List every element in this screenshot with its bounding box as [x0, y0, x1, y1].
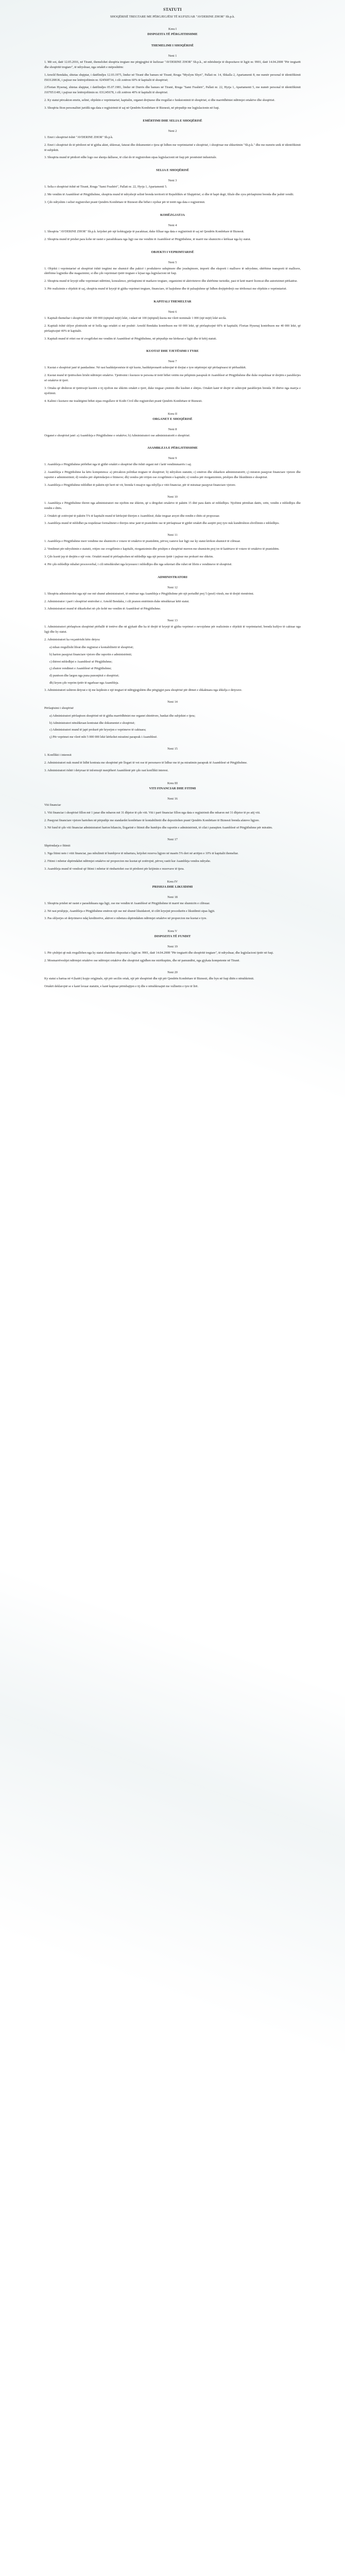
paragraph: 1.Arnold Bendaku, shtetas shqiptar, i datëlindjes 12.03.1975, lindur në Tiranë dhe banues në Tiranë, Rruga "Myslym Shyri", Pallati nr. 14, Shkalla 2, Apartamenti 8, me numër personal të identifikimit I50312081K, i pajisur me letërnjoftimin nr. 024568734, i cili zotëron 60% të kapitalit të shoqërisë; [44, 73, 301, 82]
article-number: Neni 12 [167, 585, 178, 589]
section-heading: SELIA E SHOQËRISË [156, 168, 189, 173]
article-number: Neni 11 [167, 533, 178, 537]
paragraph: 3. Kapitali mund të rritet ose të zvogëlohet me vendim të Asamblesë së Përgjithshme, në përputhje me kërkesat e ligjit dhe të këtij statuti. [44, 337, 217, 341]
paragraph: 2. Shoqëria mund të prishet para kohe në rastet e parashikuara nga ligji ose me vendim të Asamblesë së Përgjithshme, të marrë me shumicën e kërkuar nga ky statut. [44, 238, 251, 241]
paragraph: Viti financiar [44, 803, 61, 807]
article-number: Neni 18 [167, 895, 178, 899]
paragraph: 2. Vendimet për ndryshimin e statutit, rritjen ose zvogëlimin e kapitalit, riorganizimin dhe prishjen e shoqërisë merren me shumicën prej tre të katërtave të votave të ortakëve të pranishëm. [44, 548, 280, 551]
article-number: Neni 3 [168, 179, 177, 183]
paragraph: 2. Administratori ka veçanërisht këto detyra: [44, 638, 100, 642]
chapter-title: VITI FINANCIAR DHE FITIMI [149, 786, 196, 790]
document-subtitle: SHOQËRISË TREGTARE ME PËRGJEGJËSI TË KUFIZUAR "AVDERINE ZHOR" Sh.p.k. [110, 15, 235, 19]
chapter-title: PRISHJA DHE LIKUIDIMI [152, 885, 193, 889]
paragraph: 1. Konflikti i interesit [44, 754, 72, 757]
paragraph: Ky statut u hartua në 4 (katër) kopje origjinale, një për secilin ortak, një për shoqërinë dhe një për Qendrën Kombëtare të Biznesit, dhe hyn në fuqi ditën e nënshkrimit. [44, 977, 254, 980]
paragraph: Përfaqësimi i shoqërisë [44, 706, 74, 710]
paragraph: 2. Kapitali është shlyer plotësisht në të holla nga ortakët si më poshtë: Arnold Bendaku kontribuon me 60 000 lekë, që përfaqësojnë 60% të kapitalit; Florian Hysenaj kontribuon me 40 000 lekë, që përfaqësojnë 40% të kapitalit. [44, 324, 301, 333]
paragraph: 3. Pas shlyerjes së detyrimeve ndaj kreditorëve, aktivet e mbetura shpërndahen ndërmjet ortakëve në proporcion me kuotat e tyre. [44, 917, 207, 921]
paragraph: 2. Në rast prishjeje, Asambleja e Përgjithshme emëron një ose më shumë likuidatorë, të cilët kryejnë procedurën e likuidimit sipas ligjit. [44, 909, 215, 913]
paragraph: 3. Asambleja e Përgjithshme mblidhet të paktën një herë në vit, brenda 6 muajve nga mbyllja e vitit financiar, për të miratuar pasqyrat financiare vjetore. [44, 484, 236, 487]
section-heading: OBJEKTI I VEPRIMTARISË [151, 250, 194, 254]
paragraph: 2. Administrator i parë i shoqërisë emërohet z. Arnold Bendaku, i cili pranon emërimin duke nënshkruar këtë statut. [44, 600, 189, 603]
list-item: dh) kryen çdo veprim tjetër të ngarkuar nga Asambleja. [49, 682, 119, 685]
paragraph: 1. Objekti i veprimtarisë së shoqërisë është tregtimi me shumicë dhe pakicë i produkteve ushqimore dhe joushqimore, importi dhe eksporti i mallrave të ndryshme, shërbime transporti të mallrave, shërbime logjistike dhe magazinimi, si dhe çdo veprimtari tjetër tregtare e lejuar nga legjislacioni në fuqi. [44, 267, 301, 276]
list-item: ç) zbaton vendimet e Asamblesë së Përgjithshme; [49, 667, 112, 671]
paragraph: 1. Asambleja e Përgjithshme përbëhet nga të gjithë ortakët e shoqërisë dhe është organi më i lartë vendimmarrës i saj. [44, 463, 192, 467]
paragraph: 3. Asambleja mund të mblidhet pa respektuar formalitetet e thirrjes nëse janë të pranishëm ose të përfaqësuar të gjithë ortakët dhe asnjëri prej tyre nuk kundërshton zhvillimin e mbledhjes. [44, 522, 280, 526]
paragraph: 4. Kalimi i kuotave me trashëgimi bëhet sipas rregullave të Kodit Civil dhe regjistrohet pranë Qendrës Kombëtare të Biznesit. [44, 399, 202, 403]
list-item: a) Administratori përfaqëson shoqërinë në të gjitha marrëdhëniet me organet shtetërore, bankat dhe subjektet e tjera; [49, 714, 196, 718]
paragraph: 3. Administratori është i detyruar të informojë menjëherë Asamblenë për çdo rast konflikti interesi. [44, 769, 169, 772]
article-number: Neni 15 [167, 747, 178, 751]
section-heading: KUOTAT DHE TJETËSIMI I TYRE [146, 349, 199, 353]
paragraph: 1. Asambleja e Përgjithshme merr vendime me shumicën e votave të ortakëve të pranishëm, përveç rasteve kur ligji ose ky statut kërkon shumicë të cilësuar. [44, 540, 241, 544]
article-number: Neni 6 [168, 310, 177, 314]
paragraph: 1. Asambleja e Përgjithshme thirret nga administratori me njoftim me shkrim, që u dërgohet ortakëve të paktën 15 ditë para datës së mbledhjes. Njoftimi përmban datën, orën, vendin e mbledhjes dhe rendin e ditës. [44, 501, 301, 510]
paragraph: Ortakët deklarojnë se e kanë lexuar statutin, e kanë kuptuar përmbajtjen e tij dhe e nënshkruajnë me vullnetin e tyre të lirë. [44, 985, 198, 988]
article-number: Neni 10 [167, 495, 178, 499]
article-number: Neni 7 [168, 360, 177, 364]
article-number: Neni 20 [167, 970, 178, 974]
list-item: c) thërret mbledhjet e Asamblesë së Përgjithshme; [49, 660, 113, 664]
paragraph: 1. Emri i shoqërisë është "AVDERINE ZHOR" Sh.p.k. [44, 135, 113, 139]
list-item: a) mban rregullisht librat dhe regjistrat e kontabilitetit të shoqërisë; [49, 646, 134, 649]
paragraph: 1. Nga fitimi neto i vitit financiar, pas mbulimit të humbjeve të mbartura, krijohet rezerva ligjore në masën 5% deri në arritjen e 10% të kapitalit themeltar. [44, 852, 239, 856]
article-number: Neni 1 [168, 54, 177, 58]
list-item: b) harton pasqyrat financiare vjetore dhe raportin e administrimit; [49, 653, 132, 656]
paragraph: 4. Për çdo mbledhje mbahet procesverbal, i cili nënshkruhet nga kryesuesi i mbledhjes dhe nga sekretari dhe ruhet në librin e vendimeve të shoqërisë. [44, 563, 232, 566]
paragraph: 1. Kapitali themeltar i shoqërisë është 100 000 (njëqind mijë) lekë, i ndarë në 100 (njëqind) kuota me vlerë nominale 1 000 (një mijë) lekë secila. [44, 316, 227, 320]
chapter-heading: Kreu I [168, 27, 177, 31]
paragraph: 2. Me vendim të Asamblesë së Përgjithshme, shoqëria mund të ndryshojë selinë brenda territorit të Republikës së Shqipërisë, si dhe të hapë degë, filiale dhe zyra përfaqësimi brenda dhe jashtë vendit. [44, 193, 294, 197]
document-title: STATUTI [163, 7, 182, 12]
list-item: b) Administratori nënshkruan kontratat dhe dokumentet e shoqërisë; [49, 721, 135, 725]
chapter-title: DISPOZITA TË PËRGJITHSHME [147, 32, 198, 36]
list-item: c) Administratori mund të japë prokurë për kryerjen e veprimeve të caktuara; [49, 728, 146, 732]
section-heading: KOHËZGJATJA [160, 213, 185, 217]
section-heading: THEMELIMI I SHOQËRISË [151, 43, 194, 47]
document-body [44, 7, 301, 990]
paragraph: 3. Çdo kuotë jep të drejtën e një vote. Ortakët mund të përfaqësohen në mbledhje nga një person tjetër i pajisur me prokurë me shkrim. [44, 555, 214, 559]
paragraph: 3. Shoqëria mund të përdorë edhe logo ose shenja dalluese, të cilat do të regjistrohen sipas legjislacionit në fuqi për pronësinë industriale. [44, 156, 217, 160]
paragraph: 3. Administratori ushtron detyrat e tij me kujdesin e një tregtari të ndërgjegjshëm dhe përgjigjet para shoqërisë për dëmet e shkaktuara nga shkelja e detyrave. [44, 689, 243, 692]
section-heading: ADMINISTRATORI [158, 575, 187, 579]
paragraph: 1. Administratori përfaqëson shoqërinë përballë të tretëve dhe në gjykatë dhe ka të drejtë të kryejë të gjitha veprimet e nevojshme për realizimin e objektit të veprimtarisë, brenda kufijve të caktuar nga ligji dhe ky statut. [44, 625, 301, 634]
paragraph: 2. Kuotat mund të tjetërsohen lirisht ndërmjet ortakëve. Tjetërsimi i kuotave te persona të tretë bëhet vetëm me pëlqimin paraprak të Asamblesë së Përgjithshme dhe duke respektuar të drejtën e parablerjes së ortakëve të tjerë. [44, 374, 301, 383]
chapter-heading: Kreu IV [167, 879, 178, 884]
chapter-title: ORGANET E SHOQËRISË [152, 417, 193, 421]
paragraph: 1. Shoqëria administrohet nga një ose më shumë administratorë, të emëruar nga Asambleja e Përgjithshme për një periudhë prej 5 (pesë) vitesh, me të drejtë riemërimi. [44, 592, 254, 596]
paragraph: 1. Viti financiar i shoqërisë fillon më 1 janar dhe mbaron më 31 dhjetor të çdo viti. Viti i parë financiar fillon nga data e regjistrimit dhe mbaron më 31 dhjetor të po atij viti. [44, 811, 261, 815]
paragraph: 2. Ortakët që zotërojnë të paktën 5% të kapitalit mund të kërkojnë thirrjen e Asamblesë, duke treguar arsyet dhe rendin e ditës së propozuar. [44, 514, 220, 518]
article-number: Neni 5 [168, 260, 177, 264]
paragraph: 3. Shoqëria fiton personalitet juridik nga data e regjistrimit të saj në Qendrën Kombëtare të Biznesit, në përputhje me legjislacionin në fuqi. [44, 106, 220, 110]
paragraph: Organet e shoqërisë janë: a) Asambleja e Përgjithshme e ortakëve; b) Administratori ose administratorët e shoqërisë. [44, 434, 191, 437]
paragraph: 2. Fitimi i mbetur shpërndahet ndërmjet ortakëve në proporcion me kuotat që zotërojnë, përveç rastit kur Asambleja vendos ndryshe. [44, 859, 211, 863]
chapter-heading: Kreu II [167, 412, 178, 416]
article-number: Neni 17 [167, 838, 178, 842]
paragraph: 2. Ky statut përcakton emrin, selinë, objektin e veprimtarisë, kapitalin, organet drejtuese dhe rregullat e funksionimit të shoqërisë, si dhe marrëdhëniet ndërmjet ortakëve dhe shoqërisë. [44, 99, 275, 103]
article-number: Neni 9 [168, 456, 177, 461]
paragraph: 1. Shoqëria prishet në rastet e parashikuara nga ligji, ose me vendim të Asamblesë së Përgjithshme të marrë me shumicën e cilësuar. [44, 902, 210, 905]
paragraph: 3. Për realizimin e objektit të saj, shoqëria mund të kryejë të gjitha veprimet tregtare, financiare, të luajtshme dhe të paluajtshme që lidhen drejtpërdrejt ose tërthorazi me objektin e veprimtarisë. [44, 287, 287, 291]
article-number: Neni 2 [168, 129, 177, 133]
article-number: Neni 16 [167, 796, 178, 801]
paragraph: 3. Asambleja mund të vendosë që fitimi i mbetur të rimbartohet ose të përdoret për krijimin e rezervave të tjera. [44, 867, 184, 871]
paragraph: 2.Florian Hysenaj, shtetas shqiptar, i datëlindjes 05.07.1981, lindur në Durrës dhe banues në Tiranë, Rruga "Sami Frashëri", Pallati nr. 22, Hyrja 1, Apartamenti 5, me numër personal të identifikimit J10705114H, i pajisur me letërnjoftimin nr. 031245678, i cili zotëron 40% të kapitalit të shoqërisë. [44, 86, 301, 95]
paragraph: 1. Kuotat e shoqërisë janë të pandashme. Në rast bashkëpronësie të një kuote, bashkëpronarët ushtrojnë të drejtat e tyre nëpërmjet një përfaqësuesi të përbashkët. [44, 366, 247, 370]
paragraph: 2. Emri i shoqërisë do të përdoret në të gjitha aktet, shkresat, faturat dhe dokumentet e tjera që lidhen me veprimtarinë e shoqërisë, i shoqëruar me shkurtimin "Sh.p.k." dhe me numrin unik të identifikimit të subjektit. [44, 143, 301, 152]
paragraph: 1. Shoqëria "AVDERINE ZHOR" Sh.p.k. krijohet për një kohëzgjatje të pacaktuar, duke filluar nga data e regjistrimit të saj në Qendrën Kombëtare të Biznesit. [44, 230, 245, 233]
article-number: Neni 4 [168, 223, 177, 227]
paragraph: 3. Çdo ndryshim i selisë regjistrohet pranë Qendrës Kombëtare të Biznesit dhe bëhet i njohur për të tretët nga data e regjistrimit. [44, 200, 205, 204]
paragraph: 3. Ortaku që dëshiron të tjetërsojë kuotën e tij njofton me shkrim ortakët e tjerë, duke treguar çmimin dhe kushtet e shitjes. Ortakët kanë të drejtë të ushtrojnë parablerjen brenda 30 ditëve nga marrja e njoftimit. [44, 386, 301, 395]
paragraph: 2. Shoqëria mund të kryejë edhe veprimtari ndërtimi, konsulence, përfaqësimi të markave tregtare, organizimi të aktiviteteve dhe shërbime turistike, pasi të ketë marrë licencat dhe autorizimet përkatëse. [44, 280, 298, 283]
section-heading: EMËRTIMI DHE SELIA E SHOQËRISË [143, 118, 202, 123]
paragraph: 2. Pasqyrat financiare vjetore hartohen në përputhje me standardet kombëtare të kontabilitetit dhe depozitohen pranë Qendrës Kombëtare të Biznesit brenda afateve ligjore. [44, 819, 260, 822]
article-number: Neni 14 [167, 700, 178, 704]
list-item: d) punëson dhe largon nga puna punonjësit e shoqërisë; [49, 674, 119, 678]
article-number: Neni 13 [167, 619, 178, 623]
paragraph: 3. Në fund të çdo viti financiar administratori harton bilancin, llogarinë e fitimit dhe humbjes dhe raportin e administrimit, të cilat i paraqiten Asamblesë së Përgjithshme për miratim. [44, 826, 273, 830]
paragraph: 1. Për çështjet që nuk rregullohen nga ky statut zbatohen dispozitat e ligjit nr. 9901, datë 14.04.2008 "Për tregtarët dhe shoqëritë tregtare", të ndryshuar, dhe legjislacioni tjetër në fuqi. [44, 952, 274, 955]
paragraph: 1. Selia e shoqërisë është në Tiranë, Rruga "Sami Frashëri", Pallati nr. 22, Hyrja 1, Apartamenti 5. [44, 185, 167, 189]
paragraph: 2. Administratori nuk mund të lidhë kontrata me shoqërinë për llogari të vet ose të personave të lidhur me të pa miratimin paraprak të Asamblesë së Përgjithshme. [44, 761, 248, 765]
paragraph: Shpërndarja e fitimit [44, 844, 71, 848]
paragraph: 2. Asambleja e Përgjithshme ka këto kompetenca: a) përcakton politikat tregtare të shoqërisë; b) ndryshon statutin; c) emëron dhe shkarkon administratorët; ç) miraton pasqyrat financiare vjetore dhe raportet e administrimit; d) vendos për shpërndarjen e fitimeve; dh) vendos për rritjen ose zvogëlimin e kapitalit; e) vendos për riorganizimin, prishjen dhe likuidimin e shoqërisë. [44, 471, 301, 480]
article-number: Neni 19 [167, 945, 178, 949]
chapter-heading: Kreu III [167, 781, 178, 785]
list-item: ç) Për veprimet me vlerë mbi 5 000 000 lekë kërkohet miratimi paraprak i Asamblesë. [49, 736, 158, 739]
chapter-title: DISPOZITA TË FUNDIT [154, 935, 191, 939]
paragraph: 2. Mosmarrëveshjet ndërmjet ortakëve ose ndërmjet ortakëve dhe shoqërisë zgjidhen me mirëkuptim, dhe në pamundësi, nga gjykata kompetente në Tiranë. [44, 959, 240, 963]
paragraph: 1. Më sot, datë 12.05.2016, në Tiranë, themelohet shoqëria tregtare me përgjegjësi të kufizuar "AVDERINE ZHOR" Sh.p.k., në mbështetje të dispozitave të ligjit nr. 9901, datë 14.04.2008 "Për tregtarët dhe shoqëritë tregtare", të ndryshuar, nga ortakët e mëposhtëm: [44, 60, 301, 69]
paragraph: 3. Administratori mund të shkarkohet në çdo kohë me vendim të Asamblesë së Përgjithshme. [44, 607, 161, 611]
section-heading: ASAMBLEJA E PËRGJITHSHME [147, 446, 198, 450]
section-heading: KAPITALI THEMELTAR [153, 299, 192, 303]
chapter-heading: Kreu V [167, 929, 178, 934]
article-number: Neni 8 [168, 427, 177, 431]
